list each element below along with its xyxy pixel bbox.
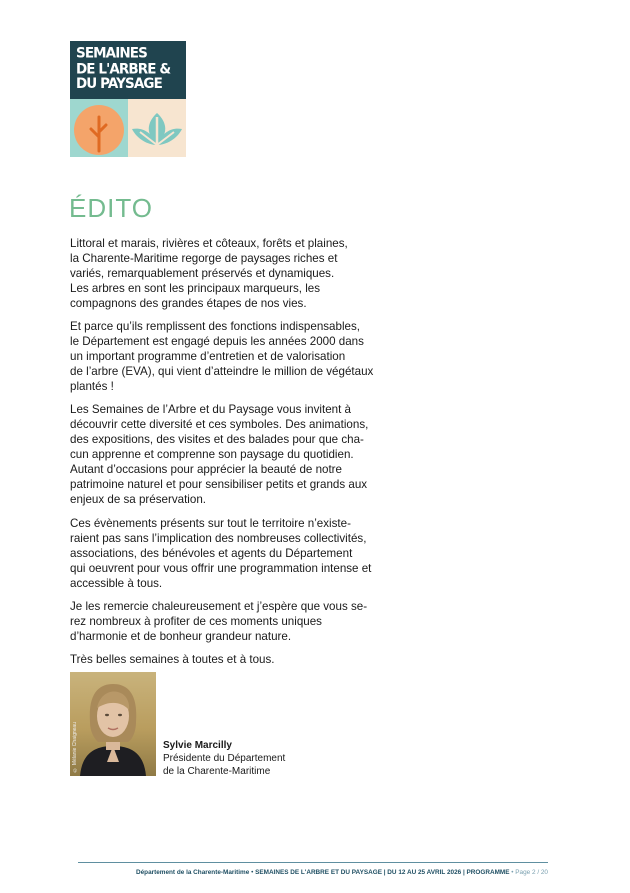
paragraph	[70, 652, 415, 667]
paragraph	[70, 319, 415, 394]
portrait-illustration	[70, 672, 156, 776]
footer-org: Département de la Charente-Maritime	[136, 869, 250, 876]
text-line: rez nombreux à profiter de ces moments uniques	[70, 614, 322, 628]
text-line: qui oeuvrent pour vous offrir une programmation intense et	[70, 561, 372, 575]
text-line: découvrir cette diversité et ces symboles. Des animations,	[70, 418, 369, 432]
logo-tile-right	[128, 99, 186, 157]
logo-tile-left	[70, 99, 128, 157]
footer-dates: | DU 12 AU 25 AVRIL 2026	[381, 869, 463, 876]
paragraph	[70, 599, 415, 644]
logo-banner	[70, 41, 186, 99]
text-line: enjeux de sa préservation.	[70, 493, 206, 507]
text-line: associations, des bénévoles et agents du Département	[70, 546, 353, 560]
logo-line-2: DE L'ARBRE &	[76, 60, 171, 77]
footer-separator: •	[249, 869, 256, 876]
text-line: la Charente-Maritime regorge de paysages riches et	[70, 252, 338, 265]
logo-line-1: SEMAINES	[76, 44, 147, 62]
paragraph	[70, 516, 415, 591]
text-line: Les Semaines de l’Arbre et du Paysage vous invitent à	[70, 403, 351, 417]
photo-credit: © Mélanie Chaigneau	[72, 721, 78, 772]
text-line: Les arbres en sont les principaux marqueurs, les	[70, 282, 321, 295]
text-line: raient pas sans l’implication des nombreuses collectivités,	[70, 531, 367, 545]
paragraph	[70, 236, 415, 311]
signatory-role-line-2: de la Charente-Maritime	[163, 766, 271, 777]
page-footer	[78, 869, 548, 876]
text-line: des expositions, des visites et des balades pour que cha-	[70, 433, 364, 447]
logo-text	[76, 46, 184, 92]
text-line: compagnons des grandes étapes de nos vies.	[70, 297, 307, 310]
text-line: Et parce qu’ils remplissent des fonctions indispensables,	[70, 320, 360, 334]
logo-line-3: DU PAYSAGE	[76, 75, 162, 93]
signature	[163, 739, 285, 778]
text-line: de l’arbre (EVA), qui vient d’atteindre le million de végétaux	[70, 365, 374, 379]
edito-body	[70, 236, 415, 675]
text-line: Je les remercie chaleureusement et j’espère que vous se-	[70, 599, 368, 613]
signatory-role-line-1: Présidente du Département	[163, 753, 286, 764]
event-logo	[70, 41, 186, 157]
leaf-sprout-icon	[128, 99, 186, 157]
text-line: accessible à tous.	[70, 576, 163, 590]
text-line: Ces évènements présents sur tout le territoire n’existe-	[70, 516, 351, 530]
text-line: Littoral et marais, rivières et côteaux, forêts et plaines,	[70, 237, 348, 250]
author-portrait	[70, 672, 156, 776]
orange-tree-icon	[70, 99, 128, 157]
footer-divider	[78, 862, 548, 863]
text-line: cun apprenne et comprenne son paysage du quotidien.	[70, 448, 354, 462]
text-line: patrimoine naturel et pour sensibiliser petits et grands aux	[70, 478, 368, 492]
footer-event: SEMAINES DE L'ARBRE ET DU PAYSAGE	[255, 869, 382, 876]
text-line: Autant d’occasions pour apprécier la beauté de notre	[70, 463, 342, 477]
paragraph	[70, 402, 415, 507]
signatory-name: Sylvie Marcilly	[163, 740, 232, 751]
text-line: plantés !	[70, 380, 114, 394]
footer-page-separator: •	[509, 869, 516, 876]
text-line: variés, remarquablement préservés et dynamiques.	[70, 267, 335, 280]
page-number: Page 2 / 20	[515, 869, 548, 876]
text-line: un important programme d’entretien et de valorisation	[70, 350, 346, 364]
footer-section: | PROGRAMME	[462, 869, 510, 876]
text-line: d’harmonie et de bonheur grandeur nature.	[70, 629, 292, 643]
page-title: ÉDITO	[69, 193, 153, 223]
text-line: le Département est engagé depuis les années 2000 dans	[70, 335, 364, 349]
text-line: Très belles semaines à toutes et à tous.	[70, 652, 275, 666]
